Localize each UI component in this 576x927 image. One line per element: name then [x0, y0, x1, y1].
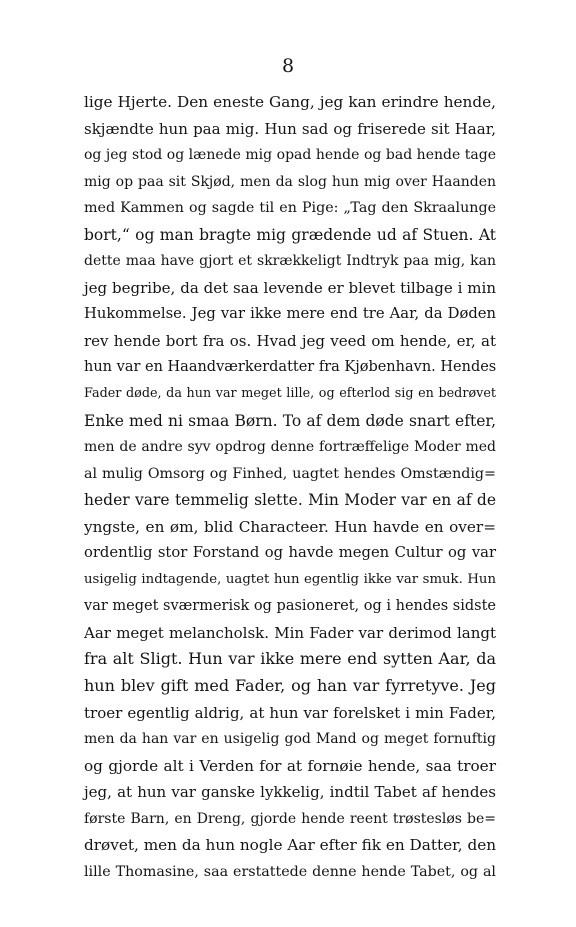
text-line: heder vare temmelig slette. Min Moder var en af de — [84, 491, 496, 510]
text-line: usigelig indtagende, uagtet hun egentlig ikke var smuk. Hun — [84, 571, 496, 587]
text-line: jeg begribe, da det saa levende er blevet tilbage i min — [84, 278, 496, 297]
text-line: Enke med ni smaa Børn. To af dem døde snart efter, — [84, 411, 496, 430]
text-line: lige Hjerte. Den eneste Gang, jeg kan erindre hende, — [84, 93, 496, 111]
body-text — [84, 89, 496, 885]
text-line: fra alt Sligt. Hun var ikke mere end sytten Aar, da — [84, 649, 496, 669]
text-line: jeg, at hun var ganske lykkelig, indtil Tabet af hendes — [84, 783, 496, 802]
text-line: Aar meget melancholsk. Min Fader var derimod langt — [84, 623, 496, 642]
text-line: Fader døde, da hun var meget lille, og efterlod sig en bedrøvet — [84, 386, 496, 402]
text-line: yngste, en øm, blid Characteer. Hun havde en over= — [84, 517, 496, 536]
text-line: med Kammen og sagde til en Pige: „Tag den Skraalunge — [84, 200, 496, 217]
page-number: 8 — [281, 55, 295, 77]
text-line: bort,“ og man bragte mig grædende ud af Stuen. At — [84, 225, 496, 244]
text-line: rev hende bort fra os. Hvad jeg veed om hende, er, at — [84, 331, 496, 350]
text-line: hun blev gift med Fader, og han var fyrretyve. Jeg — [84, 676, 496, 696]
text-line: skjændte hun paa mig. Hun sad og friserede sit Haar, — [84, 119, 496, 138]
text-line: dette maa have gjort et skrækkeligt Indtryk paa mig, kan — [84, 253, 496, 270]
text-line: mig op paa sit Skjød, men da slog hun mig over Haanden — [84, 173, 496, 190]
text-line: al mulig Omsorg og Finhed, uagtet hendes Omstændig= — [84, 465, 496, 482]
text-line: men da han var en usigelig god Mand og meget fornuftig — [84, 731, 496, 748]
text-line: drøvet, men da hun nogle Aar efter fik en Datter, den — [84, 836, 497, 855]
text-line: ordentlig stor Forstand og havde megen Cultur og var — [84, 544, 496, 562]
text-line: var meget sværmerisk og pasioneret, og i hendes sidste — [84, 598, 497, 615]
text-line: første Barn, en Dreng, gjorde hende reent trøstesløs be= — [84, 810, 496, 827]
text-line: og jeg stod og lænede mig opad hende og bad hende tage — [84, 147, 496, 164]
text-line: men de andre syv opdrog denne fortræffelige Moder med — [84, 439, 496, 456]
text-line: hun var en Haandværkerdatter fra Kjøbenhavn. Hendes — [84, 359, 497, 376]
text-line: troer egentlig aldrig, at hun var forelsket i min Fader, — [84, 703, 496, 722]
text-line: lille Thomasine, saa erstattede denne hende Tabet, og al — [84, 863, 496, 880]
text-line: Hukommelse. Jeg var ikke mere end tre Aar, da Døden — [84, 305, 496, 323]
text-line: og gjorde alt i Verden for at fornøie hende, saa troer — [84, 756, 496, 775]
